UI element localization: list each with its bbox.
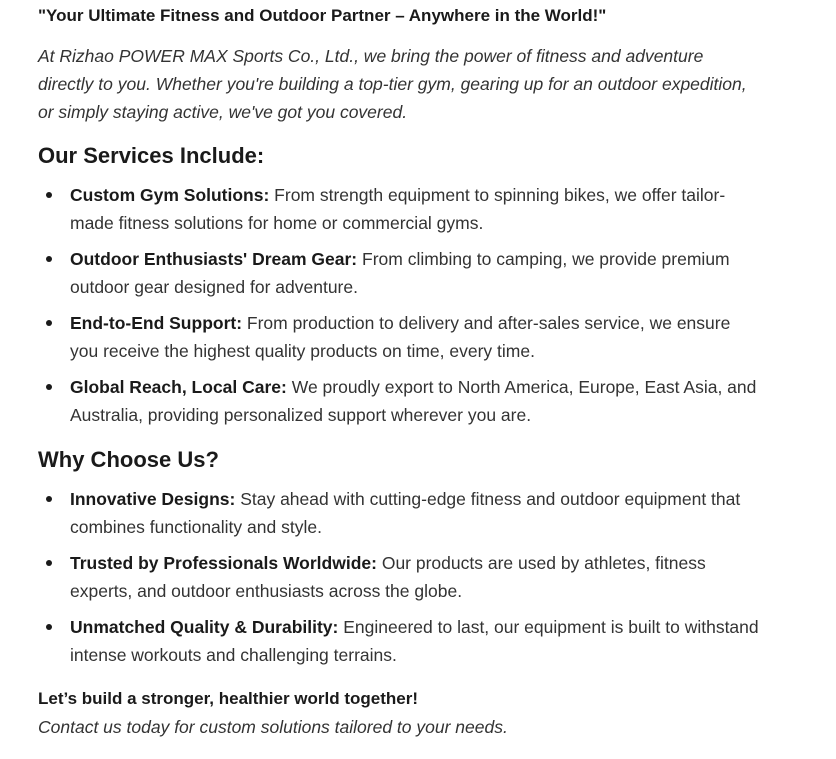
why-list (38, 485, 798, 669)
item-title: Innovative Designs: (70, 489, 236, 509)
item-title: Unmatched Quality & Durability: (70, 617, 339, 637)
list-item (38, 245, 760, 301)
item-text: From strength equipment to spinning bikes, we offer tailor-made fitness solutions for home or commercial gyms. (70, 185, 726, 233)
item-title: Global Reach, Local Care: (70, 377, 287, 397)
list-item (38, 309, 760, 365)
closing-title: Let’s build a stronger, healthier world together! (38, 689, 419, 708)
item-text: From production to delivery and after-sales service, we ensure you receive the highest quality products on time, every time. (70, 313, 731, 361)
item-text: We proudly export to North America, Europe, East Asia, and Australia, providing personalized support wherever you are. (70, 377, 757, 425)
bullet-icon (46, 384, 52, 390)
bullet-icon (46, 320, 52, 326)
bullet-icon (46, 192, 52, 198)
closing-subtitle: Contact us today for custom solutions tailored to your needs. (38, 717, 508, 737)
item-title: Custom Gym Solutions: (70, 185, 270, 205)
services-list (38, 181, 798, 429)
bullet-icon (46, 560, 52, 566)
list-item (38, 549, 760, 605)
list-item (38, 485, 760, 541)
item-text: From climbing to camping, we provide premium outdoor gear designed for adventure. (70, 249, 730, 297)
list-item (38, 181, 760, 237)
bullet-icon (46, 256, 52, 262)
item-title: Outdoor Enthusiasts' Dream Gear: (70, 249, 358, 269)
item-text: Our products are used by athletes, fitness experts, and outdoor enthusiasts across the globe. (70, 553, 706, 601)
bullet-icon (46, 496, 52, 502)
item-title: End-to-End Support: (70, 313, 243, 333)
item-title: Trusted by Professionals Worldwide: (70, 553, 377, 573)
list-item (38, 373, 760, 429)
why-heading: Why Choose Us? (38, 447, 219, 472)
services-heading: Our Services Include: (38, 143, 265, 168)
item-text: Engineered to last, our equipment is built to withstand intense workouts and challenging terrains. (70, 617, 759, 665)
intro-paragraph: At Rizhao POWER MAX Sports Co., Ltd., we bring the power of fitness and adventure directly to you. Whether you're building a top-tier gym, gearing up for an outdoor expedition, or simply staying active, we've got you covered. (38, 46, 747, 122)
tagline: "Your Ultimate Fitness and Outdoor Partner – Anywhere in the World!" (38, 6, 607, 25)
item-text: Stay ahead with cutting-edge fitness and outdoor equipment that combines functionality and style. (70, 489, 741, 537)
list-item (38, 613, 760, 669)
bullet-icon (46, 624, 52, 630)
